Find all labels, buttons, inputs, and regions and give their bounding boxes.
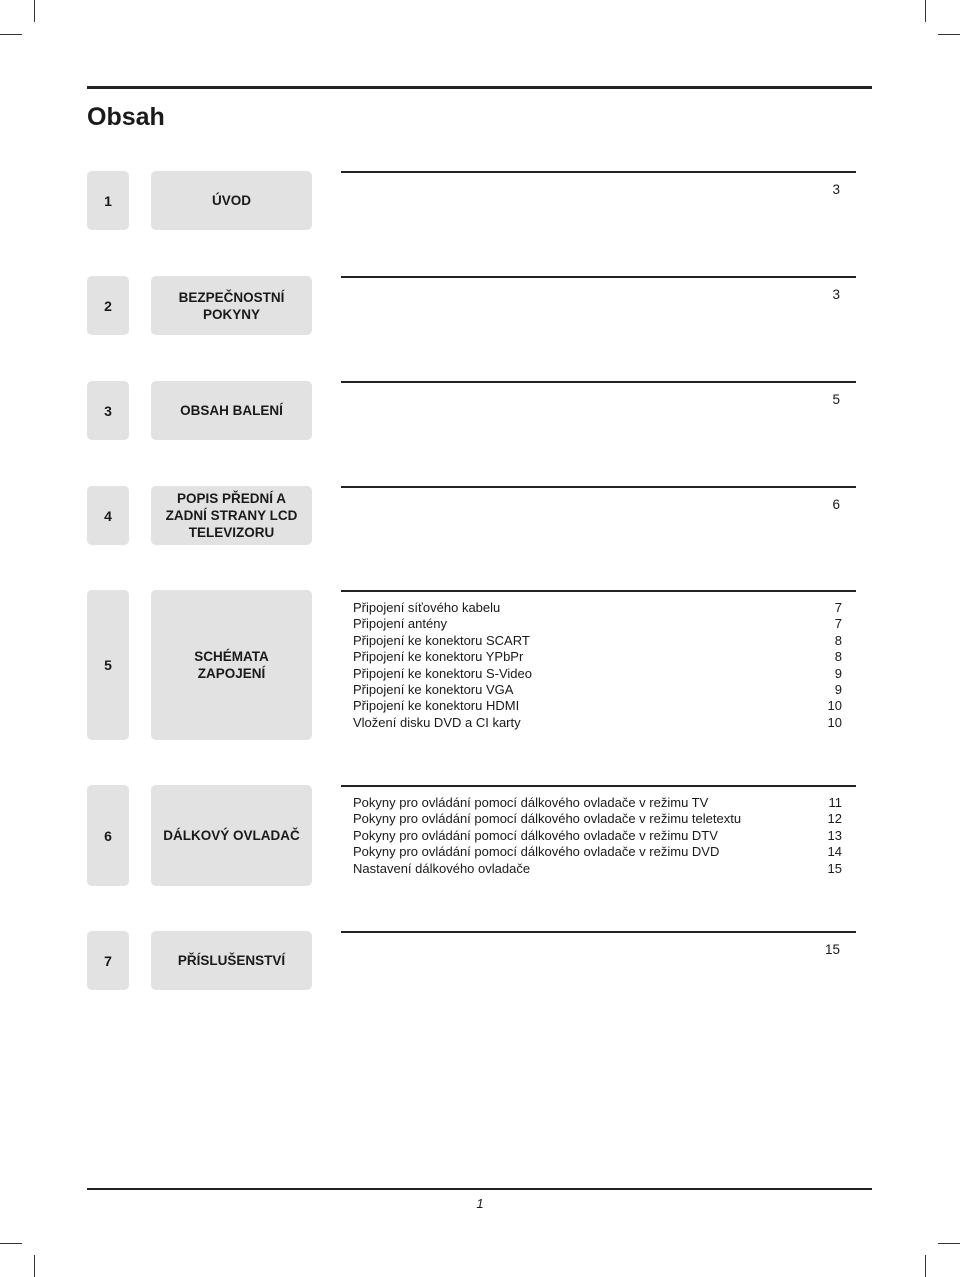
entry-page: 13: [827, 827, 842, 843]
section-title[interactable]: POPIS PŘEDNÍ A ZADNÍ STRANY LCD TELEVIZORU: [151, 486, 312, 545]
crop-mark: [925, 1255, 926, 1277]
entry-page: 15: [827, 860, 842, 876]
toc-entry[interactable]: [353, 715, 842, 731]
crop-mark: [925, 0, 926, 22]
header-rule: [87, 86, 872, 89]
crop-mark: [0, 34, 22, 35]
entry-text: Vložení disku DVD a CI karty: [353, 714, 521, 730]
section-number: 7: [87, 931, 129, 990]
section-rule: [341, 486, 856, 488]
toc-entry[interactable]: [353, 633, 842, 649]
section-number: 4: [87, 486, 129, 545]
section-entries: [353, 600, 842, 731]
toc-entry[interactable]: [353, 649, 842, 665]
entry-page: 7: [834, 616, 842, 632]
section-title[interactable]: PŘÍSLUŠENSTVÍ: [151, 931, 312, 990]
section-page: 6: [832, 497, 840, 512]
page-number: 1: [476, 1196, 484, 1211]
section-number: 1: [87, 171, 129, 230]
section-rule: [341, 590, 856, 592]
entry-text: Připojení ke konektoru VGA: [353, 682, 514, 698]
entry-page: 9: [834, 682, 842, 698]
section-number: 3: [87, 381, 129, 440]
crop-mark: [938, 34, 960, 35]
section-title[interactable]: ÚVOD: [151, 171, 312, 230]
page-title: Obsah: [87, 103, 165, 131]
section-rule: [341, 381, 856, 383]
section-title[interactable]: SCHÉMATA ZAPOJENÍ: [151, 590, 312, 740]
entry-text: Připojení síťového kabelu: [353, 600, 501, 615]
toc-entry[interactable]: [353, 828, 842, 844]
entry-text: Pokyny pro ovládání pomocí dálkového ovladače v režimu DVD: [353, 844, 720, 860]
entry-text: Pokyny pro ovládání pomocí dálkového ovladače v režimu TV: [353, 795, 709, 810]
section-title[interactable]: DÁLKOVÝ OVLADAČ: [151, 785, 312, 886]
toc-entry[interactable]: [353, 844, 842, 860]
toc-section: [0, 171, 960, 230]
toc-section: [0, 931, 960, 990]
entry-page: 8: [834, 649, 842, 665]
crop-mark: [34, 0, 35, 22]
section-rule: [341, 785, 856, 787]
section-page: 3: [832, 287, 840, 302]
toc-entry[interactable]: [353, 861, 842, 877]
toc-entry[interactable]: [353, 616, 842, 632]
entry-page: 14: [827, 844, 842, 860]
entry-page: 8: [834, 632, 842, 648]
entry-page: 7: [834, 600, 842, 615]
section-rule: [341, 276, 856, 278]
toc-section: [0, 276, 960, 335]
entry-text: Připojení ke konektoru YPbPr: [353, 649, 524, 665]
section-rule: [341, 931, 856, 933]
entry-text: Připojení ke konektoru SCART: [353, 632, 530, 648]
crop-mark: [938, 1243, 960, 1244]
entry-page: 9: [834, 665, 842, 681]
entry-text: Připojení ke konektoru S-Video: [353, 665, 532, 681]
toc-entry[interactable]: [353, 682, 842, 698]
section-number: 6: [87, 785, 129, 886]
section-number: 5: [87, 590, 129, 740]
section-page: 5: [832, 392, 840, 407]
section-rule: [341, 171, 856, 173]
section-page: 15: [824, 942, 840, 957]
toc-entry[interactable]: [353, 795, 842, 811]
footer-rule: [87, 1188, 872, 1190]
entry-page: 10: [827, 714, 842, 730]
crop-mark: [34, 1255, 35, 1277]
section-page: 3: [832, 182, 840, 197]
toc-entry[interactable]: [353, 600, 842, 616]
entry-text: Připojení antény: [353, 616, 447, 632]
section-number: 2: [87, 276, 129, 335]
entry-text: Nastavení dálkového ovladače: [353, 860, 531, 876]
toc-entry[interactable]: [353, 698, 842, 714]
crop-mark: [0, 1243, 22, 1244]
entry-text: Připojení ke konektoru HDMI: [353, 698, 520, 714]
toc-section: [0, 486, 960, 545]
entry-text: Pokyny pro ovládání pomocí dálkového ovladače v režimu DTV: [353, 827, 718, 843]
toc-entry[interactable]: [353, 811, 842, 827]
toc-section: [0, 381, 960, 440]
section-entries: [353, 795, 842, 877]
toc-section: [0, 785, 960, 886]
section-title[interactable]: OBSAH BALENÍ: [151, 381, 312, 440]
entry-text: Pokyny pro ovládání pomocí dálkového ovladače v režimu teletextu: [353, 811, 742, 827]
entry-page: 10: [827, 698, 842, 714]
toc-section: [0, 590, 960, 740]
entry-page: 12: [827, 811, 842, 827]
toc-entry[interactable]: [353, 666, 842, 682]
section-title[interactable]: BEZPEČNOSTNÍ POKYNY: [151, 276, 312, 335]
entry-page: 11: [828, 795, 842, 810]
